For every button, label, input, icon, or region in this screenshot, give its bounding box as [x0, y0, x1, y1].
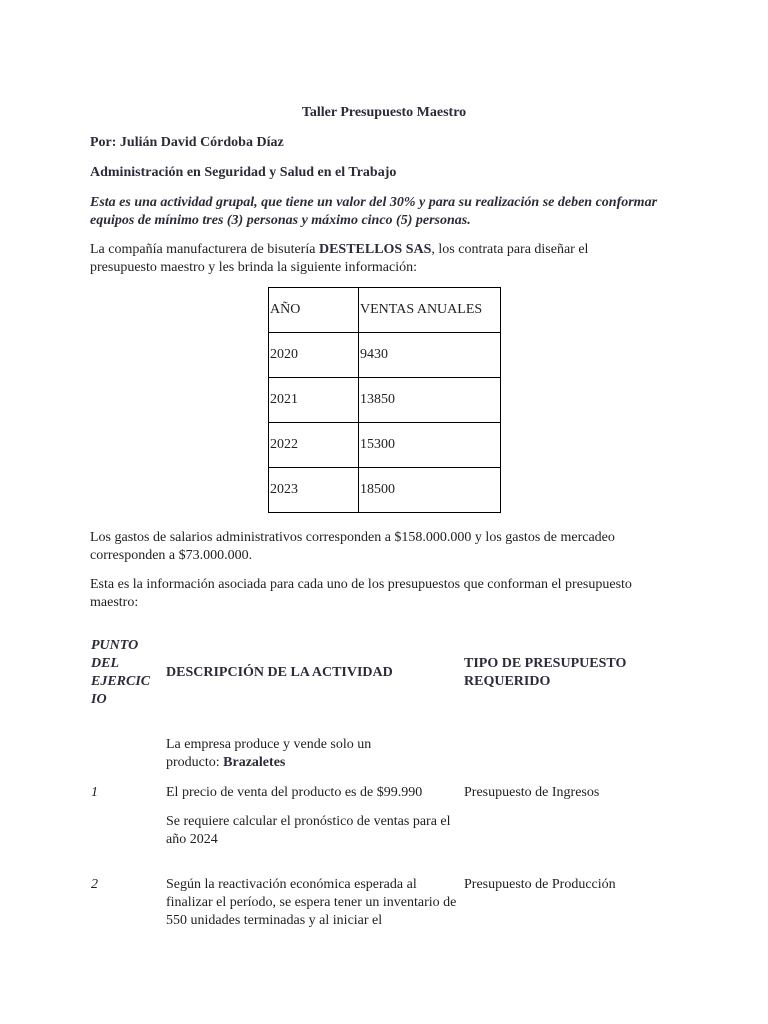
table-row: [269, 378, 501, 423]
sales-value-cell: 9430: [359, 333, 501, 378]
activity-2-desc: Según la reactivación económica esperada al finalizar el período, se espera tener un inventario de 550 unidades terminadas y al iniciar el: [166, 877, 457, 928]
activity-1-desc-b: El precio de venta del producto es de $99.990: [166, 785, 423, 800]
activity-2-number: 2: [91, 877, 98, 892]
table-row: [269, 423, 501, 468]
sales-header-year: AÑO: [269, 288, 359, 333]
sales-value-cell: 18500: [359, 468, 501, 513]
table-row: [269, 333, 501, 378]
product-name: Brazaletes: [223, 755, 286, 770]
sales-header-sales: VENTAS ANUALES: [359, 288, 501, 333]
sales-year-cell: 2020: [269, 333, 359, 378]
intro-paragraph: [90, 241, 650, 277]
company-name: DESTELLOS SAS: [318, 242, 432, 257]
activity-header-point: PUNTO DEL EJERCIC IO: [91, 638, 151, 707]
activity-1-number: 1: [91, 785, 98, 800]
sales-year-cell: 2023: [269, 468, 359, 513]
activity-header-description: DESCRIPCIÓN DE LA ACTIVIDAD: [166, 665, 393, 680]
sales-value-cell: 15300: [359, 423, 501, 468]
sales-year-cell: 2022: [269, 423, 359, 468]
info-paragraph: Esta es la información asociada para cada uno de los presupuestos que conforman el presupuesto maestro:: [90, 577, 632, 610]
intro-text-before: La compañía manufacturera de bisutería: [90, 242, 319, 257]
sales-table: [268, 287, 501, 513]
instructions-paragraph: Esta es una actividad grupal, que tiene un valor del 30% y para su realización se deben conformar equipos de mínimo tres (3) personas y máximo cinco (5) personas.: [90, 195, 658, 228]
expenses-paragraph: Los gastos de salarios administrativos corresponden a $158.000.000 y los gastos de mercadeo corresponden a $73.000.000.: [90, 530, 615, 563]
document-title: Taller Presupuesto Maestro: [301, 105, 467, 120]
activity-1-desc-c: Se requiere calcular el pronóstico de ventas para el año 2024: [166, 814, 451, 847]
activity-1-desc-a: [166, 736, 426, 772]
activity-1-desc-a-text: La empresa produce y vende solo un producto:: [166, 737, 372, 770]
activity-1-type: Presupuesto de Ingresos: [464, 785, 600, 800]
activity-2-type: Presupuesto de Producción: [464, 877, 616, 892]
table-row: [269, 468, 501, 513]
program-line: Administración en Seguridad y Salud en el Trabajo: [90, 165, 397, 180]
intro-text-after: , los contrata para diseñar el presupuesto maestro y les brinda la siguiente información:: [90, 242, 589, 275]
sales-table-header-row: [269, 288, 501, 333]
author-line: Por: Julián David Córdoba Díaz: [90, 135, 284, 150]
sales-value-cell: 13850: [359, 378, 501, 423]
sales-year-cell: 2021: [269, 378, 359, 423]
activity-header-type: TIPO DE PRESUPUESTO REQUERIDO: [464, 656, 627, 689]
